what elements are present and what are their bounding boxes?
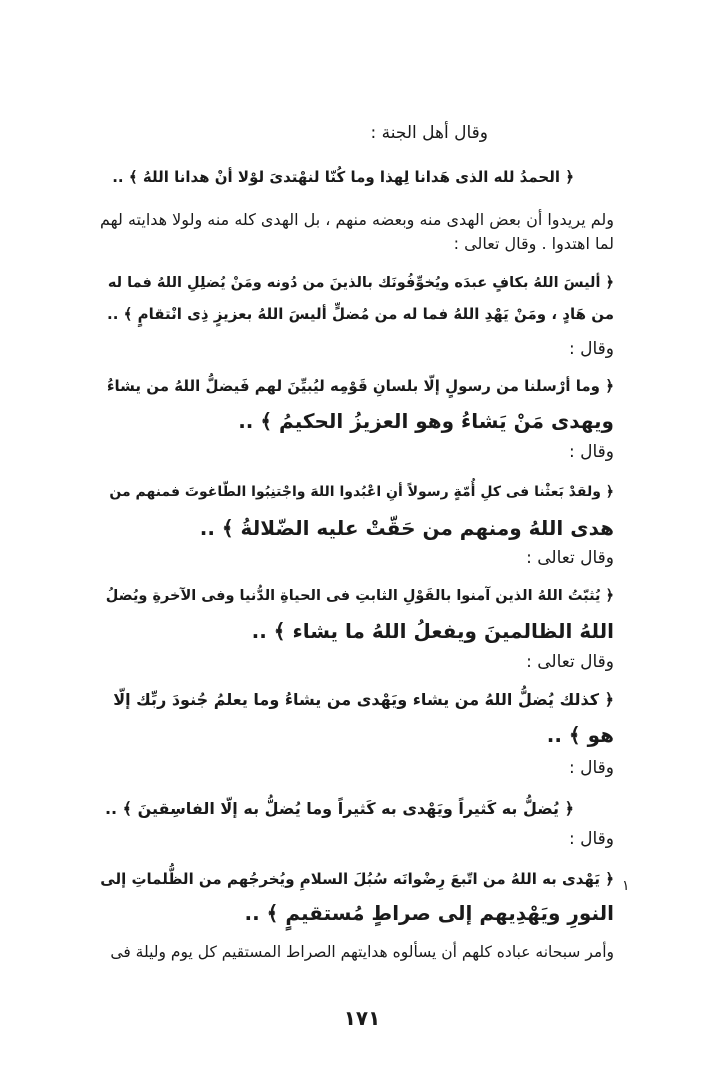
verse-line: ﴿ كذلك يُضلُّ اللهُ من يشاء ويَهْدى من يشاءُ وما يعلمُ جُنودَ ربِّك إلّا xyxy=(113,690,614,709)
text-line: ولم يريدوا أن بعض الهدى منه وبعضه منهم ، بل الهدى كله منه ولولا هدايته لهم xyxy=(99,210,614,229)
verse-line: ﴿ يُضلُّ به كَثيراً ويَهْدى به كَثيراً وما يُضلُّ به إلّا الفاسِقينَ ﴾ .. xyxy=(104,799,574,818)
page-number: ١٧١ xyxy=(343,1006,381,1030)
verse-line: ﴿ الحمدُ لله الذى هَدانا لِهذا وما كُنّا لنهْتدىَ لوْلا أنْ هدانا اللهُ ﴾ .. xyxy=(112,168,574,186)
verse-line: ﴿ يَهْدى به اللهُ من اتّبعَ رِضْوانَه سُبُلَ السلامِ ويُخرجُهم من الظُّلماتِ إلى xyxy=(100,870,614,888)
text-line: وقال تعالى : xyxy=(526,652,614,672)
verse-line: من هَادٍ ، ومَنْ يَهْدِ اللهُ فما له من مُضلٍّ أليسَ اللهُ بعزيزٍ ذِى انْتقامٍ ﴾ .. xyxy=(107,305,614,323)
text-line: وقال أهل الجنة : xyxy=(370,123,488,143)
text-line: لما اهتدوا . وقال تعالى : xyxy=(453,234,614,253)
text-line: وأمر سبحانه عباده كلهم أن يسألوه هدايتهم الصراط المستقيم كل يوم وليلة فى xyxy=(110,943,614,961)
verse-line: اللهُ الظالمينَ ويفعلُ اللهُ ما يشاء ﴾ .. xyxy=(251,619,614,643)
margin-footnote-mark: ١ xyxy=(622,878,630,894)
verse-line: ﴿ ولقدْ بَعثْنا فى كلِ أُمّةٍ رسولاً أنِ اعْبُدوا اللهَ واجْتنِبُوا الطّاغوتَ فمنهم من xyxy=(109,484,614,500)
verse-line: هدى اللهُ ومنهم من حَقّتْ عليه الضّلالةُ ﴾ .. xyxy=(199,516,614,540)
text-line: وقال : xyxy=(569,442,614,462)
verse-line: هو ﴾ .. xyxy=(546,723,614,747)
text-line: وقال : xyxy=(569,339,614,359)
verse-line: ﴿ يُثبّتُ اللهُ الذين آمنوا بالقَوْلِ الثابتِ فى الحياةِ الدُّنيا وفى الآخرةِ ويُضلُ xyxy=(105,588,614,604)
text-line: وقال : xyxy=(569,829,614,849)
verse-line: ﴿ أليسَ اللهُ بكافٍ عبدَه ويُخوِّفُونَك بالذينَ من دُونه ومَنْ يُضلِلِ اللهُ فما له xyxy=(107,275,614,291)
verse-line: النورِ ويَهْدِيهم إلى صراطٍ مُستقيمٍ ﴾ .. xyxy=(244,901,614,925)
verse-line: ﴿ وما أرْسلنا من رسولٍ إلّا بلسانِ قَوْمِه ليُبيِّنَ لهم فَيضلُّ اللهُ من يشاءُ xyxy=(106,377,614,395)
text-line: وقال : xyxy=(569,758,614,778)
verse-line: ويهدى مَنْ يَشاءُ وهو العزيزُ الحكيمُ ﴾ .. xyxy=(238,409,614,433)
text-line: وقال تعالى : xyxy=(526,548,614,568)
